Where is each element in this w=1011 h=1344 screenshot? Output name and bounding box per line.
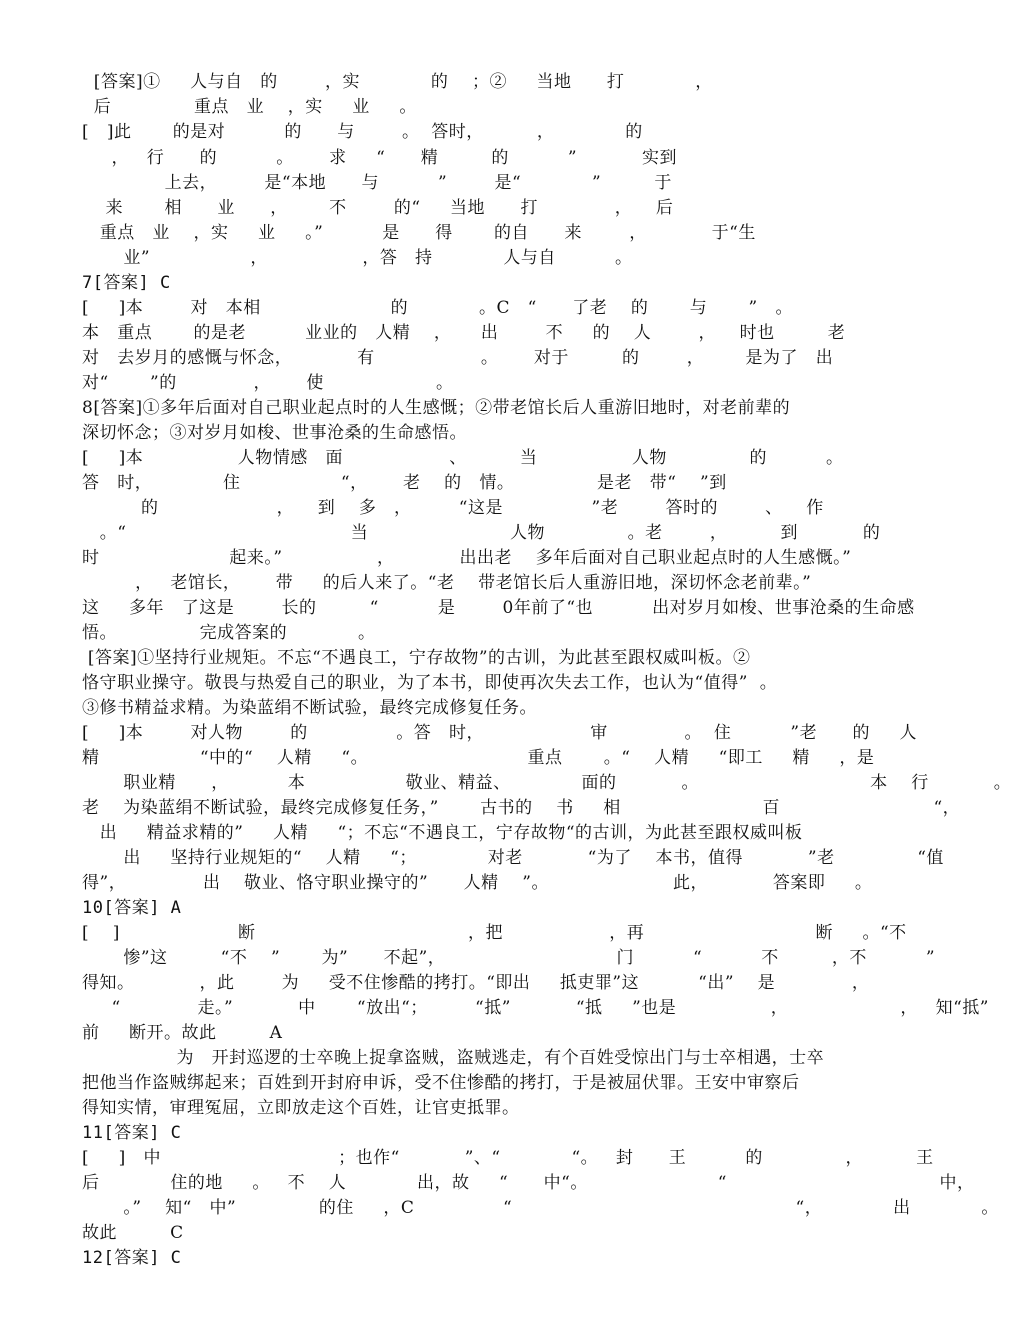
text-line: 精 “中的“ 人精 “。 重点 。“ 人精 “即工 精 ，是: [82, 748, 875, 768]
text-line: 前 断开。故此 A: [82, 1023, 283, 1043]
answer-heading: 12[答案] C: [82, 1248, 182, 1268]
text-line: 的 ， 到 多 ， “这是 ”老 答时的 、 作: [82, 498, 824, 518]
text-line: ③修书精益求精。为染蓝绢不断试验，最终完成修复任务。: [82, 698, 537, 718]
answer-heading: 11[答案] C: [82, 1123, 182, 1143]
text-line: 恪守职业操守。敬畏与热爱自己的职业，为了本书，即使再次失去工作，也认为“值得” 。: [82, 673, 778, 693]
answer-heading: 8[答案]①多年后面对自己职业起点时的人生感慨；②带老馆长后人重游旧地时，对老前辈的: [82, 398, 791, 418]
text-line: [答案]① 人与自 的 ，实 的 ；② 当地 打 ，: [82, 72, 713, 92]
text-line: 本 重点 的是老 业业的 人精 ， 出 不 的 人 ， 时也 老: [82, 323, 846, 343]
text-line: 业” ， ，答 持 人与自 。: [82, 248, 633, 268]
text-line: 惨”这 “不 ” 为” 不起”， 门 “ 不 ，不 ”: [82, 948, 936, 968]
text-line: 后 住的地 。 不 人 出，故 “ 中“。 “ 中，: [82, 1173, 975, 1193]
text-line: [ ]本 对 本相 的 。C “ 了老 的 与 ” 。: [82, 298, 793, 318]
text-line: [ ] 断 ，把 ，再 断 。“不: [82, 923, 907, 943]
text-line: [ ] 中 ；也作“ ”、“ “。 封 王 的 ， 王: [82, 1148, 934, 1168]
text-line: 得知实情，审理冤屈，立即放走这个百姓，让官吏抵罪。: [82, 1098, 520, 1118]
text-line: 深切怀念；③对岁月如梭、世事沧桑的生命感悟。: [82, 423, 467, 443]
text-line: 得知。 ，此 为 受不住惨酷的拷打。“即出 抵吏罪”这 “出” 是 ，: [82, 973, 870, 993]
text-line: ， 老馆长， 带 的后人来了。“老 带老馆长后人重游旧地，深切怀念老前辈。”: [82, 573, 812, 593]
text-line: [ ]本 对人物 的 。答 时， 审 。 住 ”老 的 人: [82, 723, 918, 743]
text-line: 老 为染蓝绢不断试验，最终完成修复任务，” 古书的 书 相 百 “，: [82, 798, 961, 818]
text-line: 重点 业 ，实 业 。” 是 得 的自 来 ， 于“生: [82, 223, 756, 243]
text-line: 。” 知“ 中” 的住 ，C “ “， 出 。: [82, 1198, 999, 1218]
text-line: 得”， 出 敬业、恪守职业操守的” 人精 ”。 此， 答案即 。: [82, 873, 873, 893]
text-line: 后 重点 业 ，实 业 。: [82, 97, 417, 117]
text-line: 答 时， 住 “， 老 的 情。 是老 带“ ”到: [82, 473, 727, 493]
text-line: 对“ ”的 ， 使 。: [82, 373, 454, 393]
text-line: 对 去岁月的感慨与怀念， 有 。 对于 的 ， 是为了 出: [82, 348, 834, 368]
text-line: ， 行 的 。 求 “ 精 的 ” 实到: [82, 148, 678, 168]
text-line: 上去， 是“本地 与 ” 是“ ” 于: [82, 173, 672, 193]
text-line: [ ]此 的是对 的 与 。 答时， ， 的: [82, 122, 643, 142]
text-line: 这 多年 了这是 长的 “ 是 0年前了“也 出对岁月如梭、世事沧桑的生命感: [82, 598, 915, 618]
text-line: 。“ 当 人物 。老 ， 到 的: [82, 523, 881, 543]
text-line: [ ]本 人物情感 面 、 当 人物 的 。: [82, 448, 844, 468]
answer-heading: 10[答案] A: [82, 898, 182, 918]
text-line: 职业精 ， 本 敬业、精益、 面的 。 本 行 。: [82, 773, 1011, 793]
text-line: “ 走。” 中 “放出“； “抵” “抵 ”也是 ， ， 知“抵”: [82, 998, 989, 1018]
text-line: 来 相 业 ， 不 的“ 当地 打 ， 后: [82, 198, 674, 218]
text-line: 出 坚持行业规矩的“ 人精 “； 对老 “为了 本书，值得 ”老 “值: [82, 848, 944, 868]
answer-heading: 7[答案] C: [82, 273, 171, 293]
text-line: 为 开封巡逻的士卒晚上捉拿盗贼，盗贼逃走，有个百姓受惊出门与士卒相遇，士卒: [82, 1048, 825, 1068]
text-line: 时 起来。” ， 出出老 多年后面对自己职业起点时的人生感慨。”: [82, 548, 852, 568]
text-line: 出 精益求精的” 人精 “；不忘“不遇良工，宁存故物“的古训，为此甚至跟权威叫板: [82, 823, 803, 843]
answer-heading: [答案]①坚持行业规矩。不忘“不遇良工，宁存故物”的古训，为此甚至跟权威叫板。②: [82, 648, 751, 668]
text-line: 故此 C: [82, 1223, 184, 1243]
text-line: 悟。 完成答案的 。: [82, 623, 376, 643]
text-line: 把他当作盗贼绑起来；百姓到开封府申诉，受不住惨酷的拷打，于是被屈伏罪。王安中审察后: [82, 1073, 800, 1093]
